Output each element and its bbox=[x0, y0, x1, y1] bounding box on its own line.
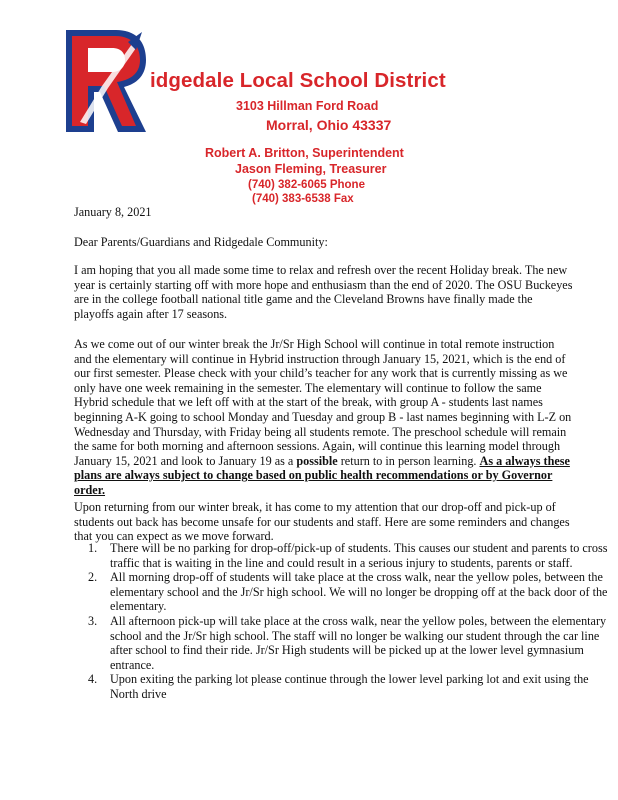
paragraph-holiday: I am hoping that you all made some time to relax and refresh over the recent Holiday break. The new year is certainly starting off with more hope and enthusiasm than the end of 2020. The OSU Buckeyes are in the college football national title game and the Cleveland Browns have finally made the playoffs again after 17 seasons. bbox=[74, 263, 573, 321]
treasurer-name: Jason Fleming, Treasurer bbox=[235, 162, 387, 176]
superintendent-name: Robert A. Britton, Superintendent bbox=[205, 146, 404, 160]
reminders-list bbox=[74, 541, 610, 702]
address-line-1: 3103 Hillman Ford Road bbox=[236, 99, 379, 113]
address-line-2: Morral, Ohio 43337 bbox=[266, 117, 392, 133]
paragraph-dropoff-intro: Upon returning from our winter break, it has come to my attention that our drop-off and pick-up of students out back has become unsafe for our students and staff. Here are some reminders and changes that you can expect as we move forward. bbox=[74, 500, 570, 544]
district-name: idgedale Local School District bbox=[150, 69, 446, 92]
list-item: 1. There will be no parking for drop-off/pick-up of students. This causes our student and parents to cross traffic that is waiting in the line and could result in a serious injury to students, parents or staff. bbox=[88, 541, 608, 570]
letter-date: January 8, 2021 bbox=[74, 205, 152, 219]
paragraph-schedule: As we come out of our winter break the Jr/Sr High School will continue in total remote instruction and the elementary will continue in Hybrid instruction through January 15, 2021, which is the end of our first semester. Please check with your child’s teacher for any work that is currently missing as we only have one week remaining in the semester. The elementary will continue to follow the same Hybrid schedule that we left off with at the start of the break, with group A - students last names beginning A-K going to school Monday and Tuesday and group B - last names beginning with L-Z on Wednesday and Thursday, with Friday being all students remote. The preschool schedule will remain the same for both morning and afternoon sessions. Again, will continue this learning model through January 15, 2021 and look to January 19 as a possible return to in person learning. As a always these plans are always subject to change based on public health recommendations or by Governor order. bbox=[74, 337, 572, 497]
letter-greeting: Dear Parents/Guardians and Ridgedale Community: bbox=[74, 235, 328, 249]
list-item: 4. Upon exiting the parking lot please continue through the lower level parking lot and exit using the North drive bbox=[88, 672, 589, 701]
fax-number: (740) 383-6538 Fax bbox=[252, 193, 354, 205]
district-logo bbox=[62, 26, 148, 136]
phone-number: (740) 382-6065 Phone bbox=[248, 179, 365, 191]
list-item: 2. All morning drop-off of students will take place at the cross walk, near the yellow poles, between the elementary school and the Jr/Sr high school. We will no longer be dropping off at the back door of the elementary. bbox=[88, 570, 608, 614]
list-item: 3. All afternoon pick-up will take place at the cross walk, near the yellow poles, between the elementary school and the Jr/Sr high school. The staff will no longer be walking our student through the car line after school to find their ride. Jr/Sr High students will be picked up at the lower level gymnasium entrance. bbox=[88, 613, 607, 672]
plans-subject-to-change-note: As a always these plans are always subject to change based on public health recommendations or by Governor order. bbox=[74, 453, 570, 497]
emphasis-possible: possible bbox=[296, 453, 338, 468]
